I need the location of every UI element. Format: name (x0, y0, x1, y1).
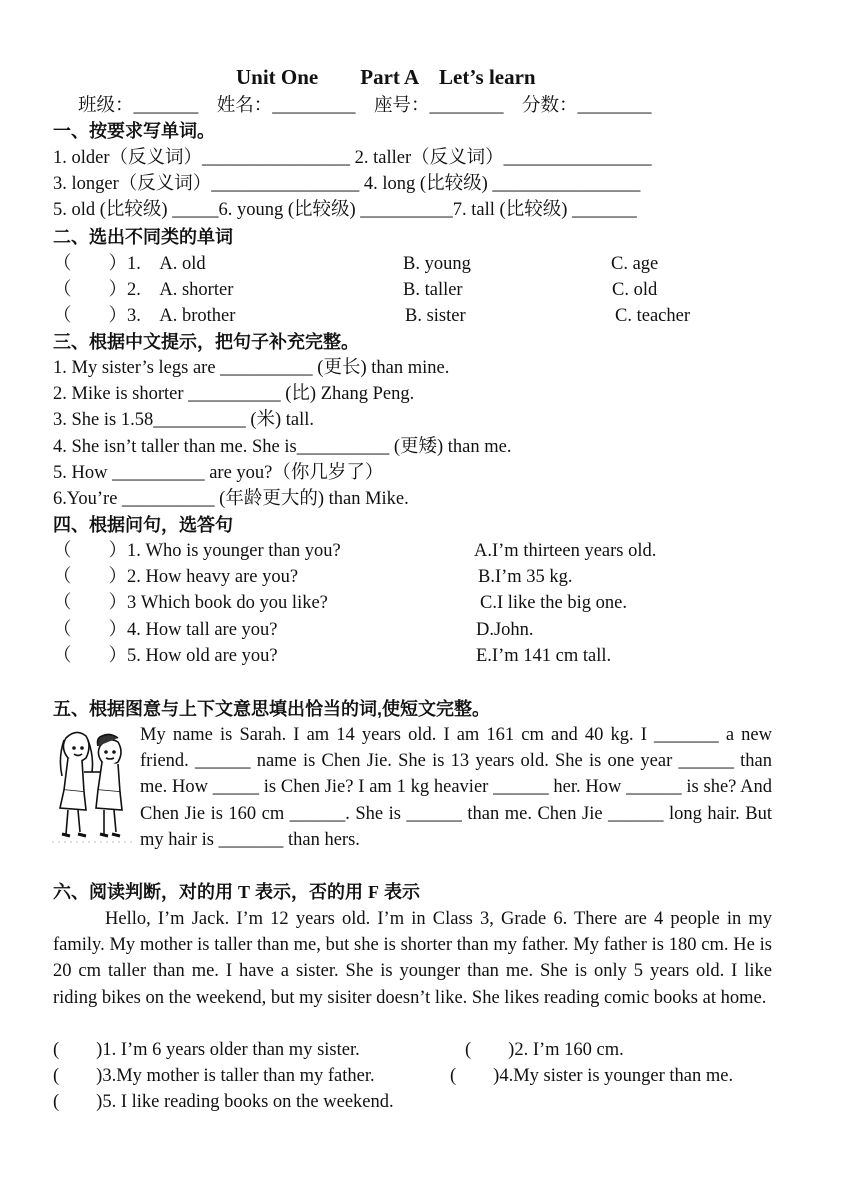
section-3-heading: 三、根据中文提示，把句子补充完整。 (53, 332, 359, 352)
s3-line-3: 3. She is 1.58__________ (米) tall. (53, 410, 315, 430)
s4-question-4: （ ）4. How tall are you? (53, 620, 278, 640)
s4-question-5: （ ）5. How old are you? (53, 646, 278, 666)
s4-answer-a: A.I’m thirteen years old. (474, 541, 657, 561)
s6-heading-part-c: 表示 (379, 882, 421, 902)
s6-heading-part-a: 六、阅读判断，对的用 (53, 882, 238, 902)
s3-line-2: 2. Mike is shorter __________ (比) Zhang Peng. (53, 384, 415, 404)
s6-question-3: ( )3.My mother is taller than my father. (53, 1066, 375, 1086)
s2-question-1: （ ）1. A. old (53, 254, 206, 274)
s6-question-5: ( )5. I like reading books on the weekend. (53, 1092, 394, 1112)
s1-line-3: 5. old (比较级) _____6. young (比较级) __________7. tall (比较级) _______ (53, 200, 637, 220)
section-4-heading: 四、根据问句，选答句 (53, 515, 233, 535)
s3-line-4: 4. She isn’t taller than me. She is__________ (更矮) than me. (53, 437, 512, 457)
page-title: Unit One Part A Let’s learn (236, 65, 536, 89)
s1-line-1: 1. older（反义词）________________ 2. taller（反义词）________________ (53, 148, 652, 168)
s2-question-2: （ ）2. A. shorter (53, 280, 234, 300)
s3-line-6: 6.You’re __________ (年龄更大的) than Mike. (53, 489, 409, 509)
s4-question-3: （ ）3 Which book do you like? (53, 593, 328, 613)
section-6-heading (53, 881, 420, 903)
s2-option-b-1: B. young (403, 254, 471, 274)
s2-question-3: （ ）3. A. brother (53, 306, 236, 326)
s2-option-c-1: C. age (611, 254, 659, 274)
s2-option-b-2: B. taller (403, 280, 463, 300)
section-5-heading: 五、根据图意与上下文意思填出恰当的词,使短文完整。 (53, 699, 490, 719)
two-girls-illustration (52, 728, 132, 846)
s6-passage-text: Hello, I’m Jack. I’m 12 years old. I’m in Class 3, Grade 6. There are 4 people in my family. My mother is taller than me, but she is shorter than my father. My father is 180 cm. He is 20 cm taller than me. I have a sister. She is younger than me. She is only 5 years old. I like riding bikes on the weekend, but my sisiter doesn’t like. She likes reading comic books at home. (53, 909, 772, 1008)
s2-option-b-3: B. sister (405, 306, 466, 326)
s6-passage (53, 906, 772, 1011)
s6-heading-part-b: 表示，否的用 (250, 882, 369, 902)
s4-answer-c: C.I like the big one. (480, 593, 627, 613)
s6-question-1: ( )1. I’m 6 years older than my sister. (53, 1040, 360, 1060)
s2-option-c-3: C. teacher (615, 306, 690, 326)
section-2-heading: 二、选出不同类的单词 (53, 227, 233, 247)
s5-passage: My name is Sarah. I am 14 years old. I am 161 cm and 40 kg. I _______ a new friend. ______ name is Chen Jie. She is 13 years old. She is one year ______ than me. How _____ is Chen Jie? I am 1 kg heavier ______ her. How ______ is she? And Chen Jie is 160 cm ______. She is ______ than me. Chen Jie ______ long hair. But my hair is _______ than hers. (140, 725, 772, 850)
s2-option-c-2: C. old (612, 280, 658, 300)
section-1-heading: 一、按要求写单词。 (53, 121, 215, 141)
s6-heading-t: T (238, 882, 251, 902)
student-info-line: 班级：_______ 姓名：_________ 座号：________ 分数：________ (78, 96, 652, 116)
s1-line-2: 3. longer（反义词）________________ 4. long (比较级) ________________ (53, 174, 641, 194)
s6-heading-f: F (368, 882, 380, 902)
s4-question-2: （ ）2. How heavy are you? (53, 567, 299, 587)
s3-line-1: 1. My sister’s legs are __________ (更长) than mine. (53, 358, 450, 378)
s6-question-4: ( )4.My sister is younger than me. (450, 1066, 734, 1086)
s4-answer-d: D.John. (476, 620, 534, 640)
s3-line-5: 5. How __________ are you?（你几岁了） (53, 463, 384, 483)
s6-question-2: ( )2. I’m 160 cm. (465, 1040, 624, 1060)
s4-answer-e: E.I’m 141 cm tall. (476, 646, 612, 666)
s4-question-1: （ ）1. Who is younger than you? (53, 541, 341, 561)
s4-answer-b: B.I’m 35 kg. (478, 567, 573, 587)
